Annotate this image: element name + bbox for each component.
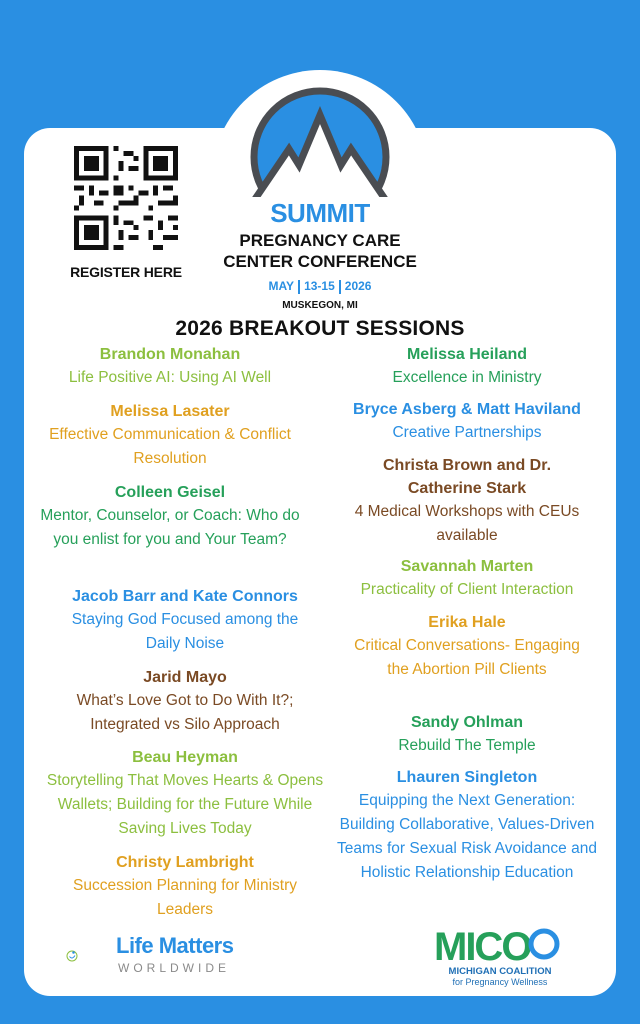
session-item [40, 666, 330, 737]
session-item [332, 766, 602, 885]
session-item [332, 711, 602, 758]
speaker-name: Brandon Monahan [99, 346, 241, 363]
session-title: Critical Conversations- Engaging the Abortion Pill Clients [354, 637, 580, 678]
session-title: Life Positive AI: Using AI Well [68, 369, 272, 386]
register-label[interactable]: REGISTER HERE [70, 264, 182, 280]
session-item [40, 585, 330, 656]
session-title: Effective Communication & Conflict Resolution [49, 426, 291, 467]
session-title: Practicality of Client Interaction [360, 581, 574, 598]
life-matters-wordmark: Life Matters [116, 933, 234, 958]
session-title: Excellence in Ministry [392, 369, 542, 386]
mico-tagline: for Pregnancy Wellness [452, 977, 548, 987]
date-month: MAY [268, 279, 295, 293]
page-title: 2026 BREAKOUT SESSIONS [175, 317, 465, 340]
session-title: Creative Partnerships [392, 424, 542, 441]
session-item [40, 746, 330, 841]
session-title: Staying God Focused among the Daily Noise [71, 611, 299, 652]
conference-title [200, 230, 440, 272]
speaker-name: Christy Lambright [116, 854, 254, 871]
qr-code-icon[interactable] [72, 146, 180, 250]
speaker-name: Melissa Lasater [110, 403, 230, 420]
session-item [332, 398, 602, 445]
mico-name: MICHIGAN COALITION [448, 966, 552, 977]
mico-logo-text: MICO [434, 925, 531, 966]
session-title: Storytelling That Moves Hearts & Opens Wallets; Building for the Future While Saving Lives Today [46, 772, 324, 837]
speaker-name: Beau Heyman [132, 749, 238, 766]
session-title: Rebuild The Temple [398, 737, 536, 754]
session-item [332, 343, 602, 390]
speaker-name: Lhauren Singleton [396, 769, 538, 786]
life-matters-logo-icon [66, 932, 116, 980]
session-title: What’s Love Got to Do With It?; Integrated vs Silo Approach [76, 692, 294, 733]
session-title: Succession Planning for Ministry Leaders [73, 877, 297, 918]
speaker-name: Sandy Ohlman [410, 714, 524, 731]
speaker-name: Christa Brown and Dr. Catherine Stark [382, 457, 552, 497]
conference-title-line2: CENTER CONFERENCE [223, 252, 417, 271]
speaker-name: Jarid Mayo [143, 669, 227, 686]
date-days: 13-15 [304, 279, 335, 293]
session-item [332, 555, 602, 602]
date-divider [298, 280, 300, 294]
speaker-name: Melissa Heiland [406, 346, 528, 363]
speaker-name: Jacob Barr and Kate Connors [72, 588, 298, 605]
conference-location: MUSKEGON, MI [282, 300, 358, 311]
speaker-name: Savannah Marten [400, 558, 534, 575]
speaker-name: Erika Hale [428, 614, 506, 631]
life-matters-subtitle: WORLDWIDE [118, 961, 230, 975]
session-item [332, 611, 602, 682]
session-item [40, 851, 330, 922]
session-title: 4 Medical Workshops with CEUs available [354, 503, 580, 544]
conference-dates [230, 279, 410, 294]
date-divider [339, 280, 341, 294]
conference-title-line1: PREGNANCY CARE [239, 231, 401, 250]
speaker-name: Bryce Asberg & Matt Haviland [353, 401, 581, 418]
speaker-name: Colleen Geisel [114, 484, 226, 501]
michigan-coalition-logo-icon [432, 922, 562, 966]
date-year: 2026 [344, 279, 372, 293]
session-item [40, 343, 300, 390]
session-item [332, 454, 602, 548]
session-item [40, 400, 300, 471]
session-title: Equipping the Next Generation: Building Collaborative, Values-Driven Teams for Sexual Risk Avoidance and Holistic Relationship Education [337, 792, 597, 881]
summit-wordmark: SUMMIT [270, 198, 370, 228]
session-title: Mentor, Counselor, or Coach: Who do you enlist for you and Your Team? [40, 507, 300, 548]
session-item [40, 481, 300, 552]
